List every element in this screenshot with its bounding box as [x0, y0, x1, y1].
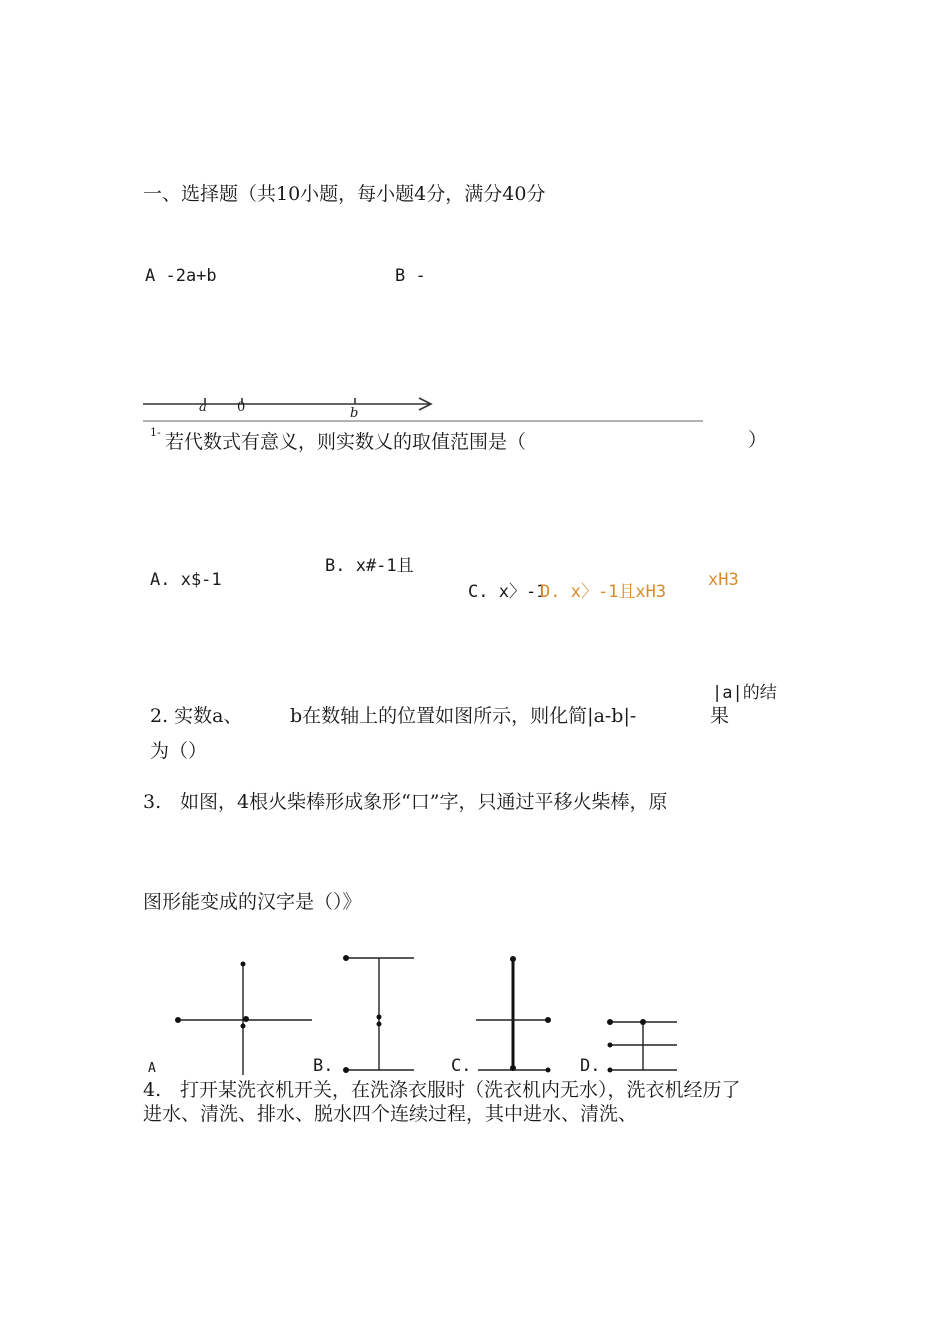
- q1-option-a: A. x$-1: [150, 570, 222, 590]
- q1-prefix: 1-: [150, 426, 161, 439]
- q4-line1: 打开某洗衣机开关，在洗涤衣服时（洗衣机内无水），洗衣机经历了: [180, 1079, 741, 1101]
- q1-stem: 若代数式有意义，则实数乂的取值范围是（: [165, 431, 527, 453]
- number-line-label-b: b: [350, 406, 359, 421]
- cut-option-row-left: A -2a+b: [145, 266, 217, 286]
- q1-option-c: C. x〉-1: [468, 582, 547, 602]
- q2-line1-a: 2. 实数a、: [150, 705, 243, 727]
- cut-option-row-right: B -: [395, 266, 426, 286]
- q4-number: 4.: [143, 1079, 162, 1101]
- q2-side-bottom: 果: [710, 705, 730, 727]
- q3-line2: 图形能变成的汉字是（）》: [143, 891, 362, 913]
- q1-stray-text: xH3: [708, 570, 739, 590]
- q3-line1: 如图，4根火柴棒形成象形“口”字，只通过平移火柴棒，原: [180, 791, 668, 813]
- q1-close-paren: ）: [748, 429, 768, 451]
- matchstick-figure-a: [175, 962, 312, 1076]
- matchstick-figure-d: [607, 1019, 677, 1073]
- matchstick-figure-c: [476, 956, 551, 1073]
- figure-label-c: C.: [451, 1056, 472, 1076]
- number-line-label-zero: 0: [237, 400, 246, 415]
- q1-option-d: D. x〉-1且xH3: [540, 582, 667, 602]
- q2-side-top: |a|的结: [712, 683, 777, 703]
- q2-line2: 为（）: [150, 740, 208, 762]
- number-line-label-a: a: [199, 400, 207, 415]
- q4-line2: 进水、清洗、排水、脱水四个连续过程，其中进水、清洗、: [143, 1103, 638, 1125]
- figure-label-a: A: [148, 1061, 156, 1076]
- figure-label-b: B.: [313, 1056, 334, 1076]
- q3-number: 3.: [143, 791, 162, 813]
- figure-label-d: D.: [580, 1056, 601, 1076]
- matchstick-figure-b: [343, 955, 414, 1073]
- section-title: 一、选择题（共10小题，每小题4分，满分40分: [143, 183, 546, 205]
- q1-option-b: B. x#-1且: [325, 556, 414, 576]
- q2-line1-b: b在数轴上的位置如图所示，则化简|a-b|-: [290, 705, 637, 727]
